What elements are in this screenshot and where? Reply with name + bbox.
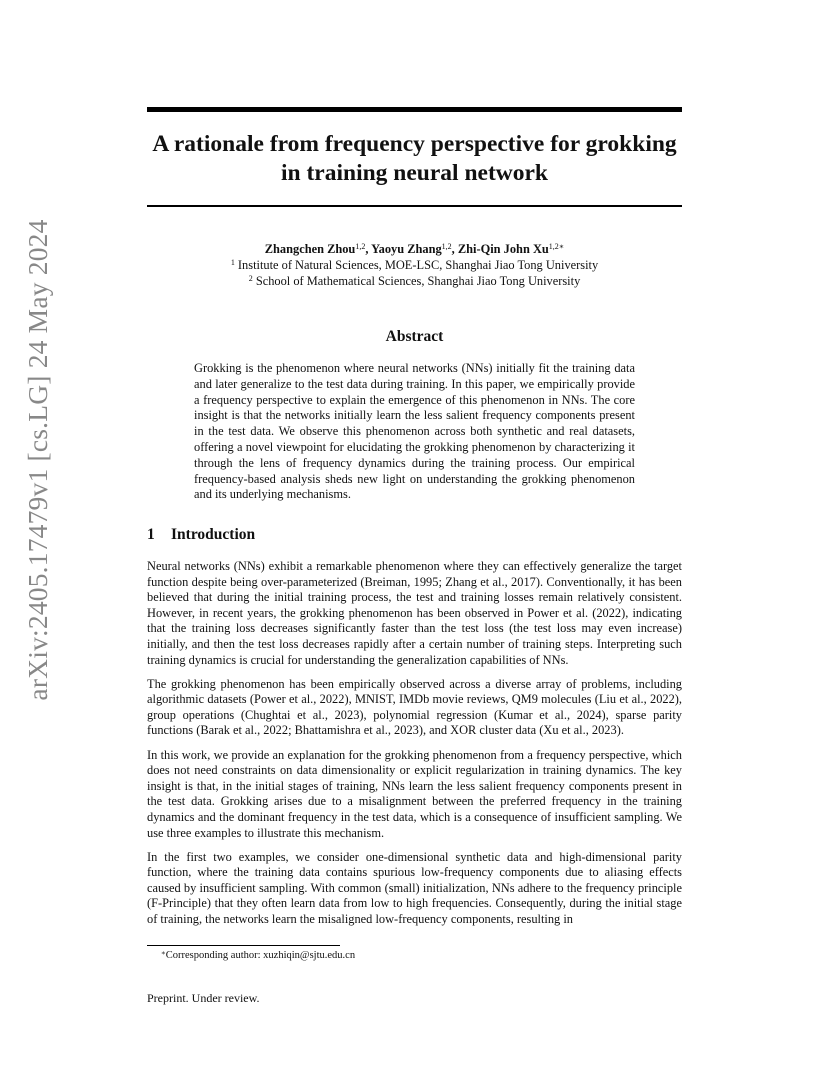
author-affiliation-mark: 1,2: [441, 242, 452, 251]
footnote: [161, 949, 355, 963]
affiliation-mark: 2: [248, 274, 253, 283]
author-block: [147, 241, 682, 289]
author-names: Zhangchen Zhou$^{1,2}$, Yaoyu Zhang$^{1,2}$, Zhi-Qin John $Xu^{1,2∗}$: [264, 242, 565, 256]
abstract-heading: Abstract: [385, 328, 444, 345]
author-name: Yaoyu Zhang: [371, 242, 442, 256]
abstract-body: Grokking is the phenomenon where neural networks (NNs) initially fit the training data and later generalize to the test data during training. In this paper, we empirically provide a frequency perspective to explain the emergence of this phenomenon in NNs. The core insight is that the networks initially learn the less salient frequency components present in the test data. We observe this phenomenon across both synthetic and real datasets, offering a novel viewpoint for elucidating the grokking phenomenon by characterizing it through the lens of frequency dynamics during the training process. Our empirical frequency-based analysis sheds new light on understanding the grokking phenomenon and its underlying mechanisms.: [194, 361, 635, 502]
author-affiliation-mark: 1,2∗: [548, 242, 565, 251]
author-name: Zhi-Qin John Xu: [457, 242, 549, 256]
arxiv-identifier-text: arXiv:2405.17479v1 [cs.LG] 24 May 2024: [22, 219, 53, 701]
body-paragraph: In the first two examples, we consider one-dimensional synthetic data and high-dimensional parity function, where the training data contains spurious low-frequency components due to aliasing effects caused by insufficient sampling. With common (small) initialization, NNs adhere to the frequency principle (F-Principle) that they often learn data from low to high frequencies. Consequently, during the initial stage of training, the networks learn the misaligned low-frequency components, resulting in: [147, 849, 682, 926]
author-name: Zhangchen Zhou: [264, 242, 356, 256]
affiliation-mark: 1: [230, 258, 235, 267]
body-paragraph: The grokking phenomenon has been empirically observed across a diverse array of problems, including algorithmic datasets (Power et al., 2022), MNIST, IMDb movie reviews, QM9 molecules (Liu et al., 2022), group operations (Chughtai et al., 2023), polynomial regression (Kumar et al., 2024), sparse parity functions (Barak et al., 2022; Bhattamishra et al., 2023), and XOR cluster data (Xu et al., 2023).: [147, 676, 682, 738]
preprint-note: Preprint. Under review.: [147, 991, 260, 1005]
body-paragraph: In this work, we provide an explanation for the grokking phenomenon from a frequency perspective, which does not need constraints on data dimensionality or explicit regularization in training dynamics. The key insight is that, in the initial stages of training, NNs learn the less salient frequency components present in the test data. Grokking arises due to a misalignment between the preferred frequency in the training dynamics and the dominant frequency in the test data, which is a consequence of insufficient sampling. We use three examples to illustrate this mechanism.: [147, 747, 682, 840]
affiliation-text: School of Mathematical Sciences, Shanghai Jiao Tong University: [255, 274, 581, 288]
title-top-rule: [147, 107, 682, 112]
affiliation-line: [147, 257, 682, 273]
section-number: 1: [147, 526, 155, 543]
title-bottom-rule: [147, 205, 682, 207]
footnote-text: Corresponding author: xuzhiqin@sjtu.edu.cn: [165, 950, 356, 961]
arxiv-identifier: [18, 219, 58, 701]
author-affiliation-mark: 1,2: [355, 242, 366, 251]
section-title: Introduction: [171, 526, 256, 543]
section-heading: [147, 526, 682, 544]
footnote-mark: ∗: [161, 949, 166, 957]
affiliation-line: [147, 273, 682, 289]
body-paragraph: Neural networks (NNs) exhibit a remarkable phenomenon where they can effectively generalize the target function despite being over-parameterized (Breiman, 1995; Zhang et al., 2017). Conventionally, it has been believed that during the initial training process, the test and training losses remain relatively consistent. However, in recent years, the grokking phenomenon has been observed in Power et al. (2022), indicating that the training loss decreases significantly faster than the test loss (the test loss may even increase) initially, and then the test loss decreases rapidly after a certain number of training steps. Interpreting such training dynamics is crucial for understanding the generalization capabilities of NNs.: [147, 559, 682, 667]
affiliation-text: Institute of Natural Sciences, MOE-LSC, Shanghai Jiao Tong University: [237, 258, 599, 272]
paper-title: A rationale from frequency perspective for grokking in training neural network: [152, 131, 677, 186]
footnote-rule: [147, 945, 340, 946]
section-body: [147, 559, 682, 936]
